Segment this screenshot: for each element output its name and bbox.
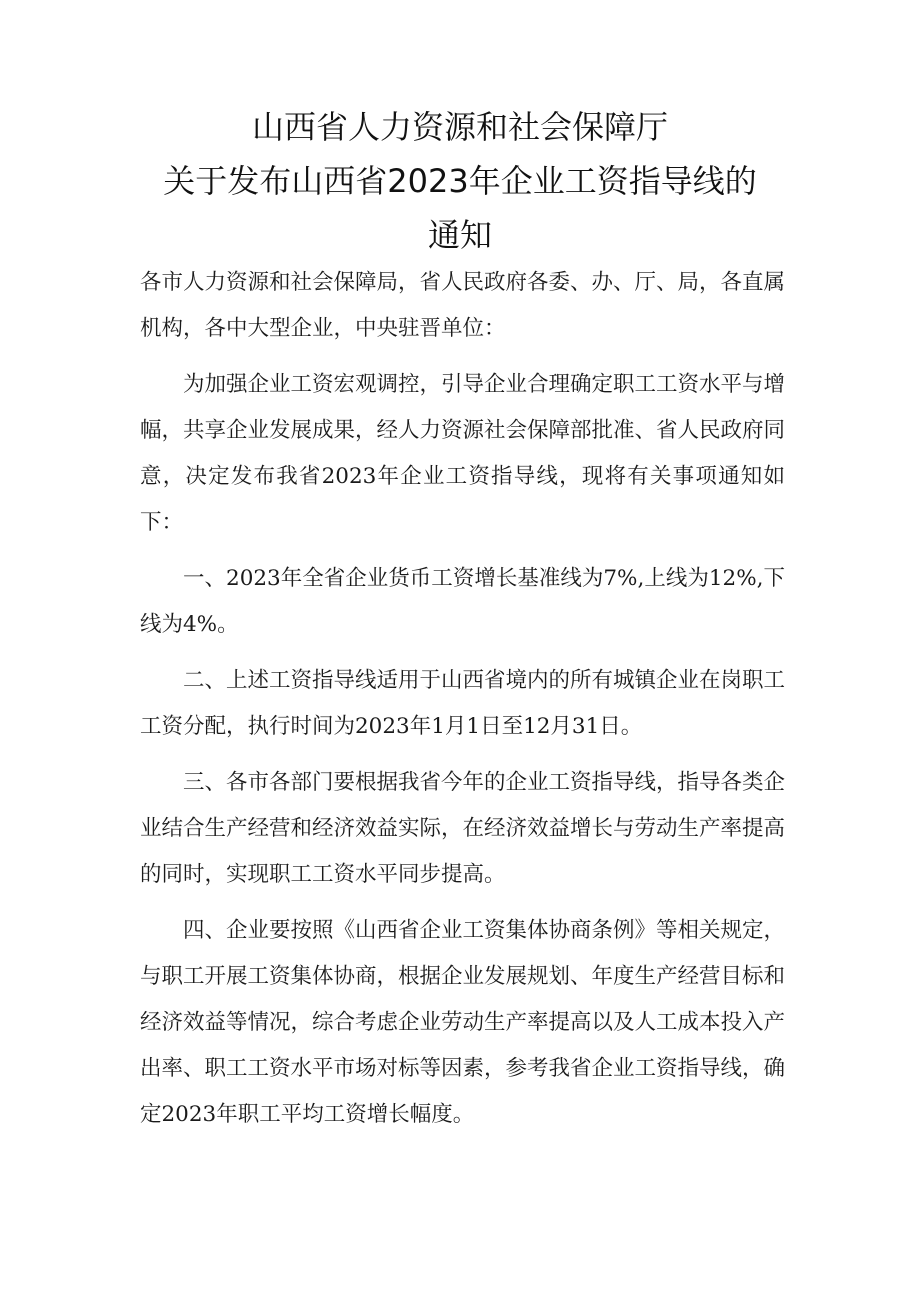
paragraph-item-3: 三、各市各部门要根据我省今年的企业工资指导线，指导各类企业结合生产经营和经济效益实际，在经济效益增长与劳动生产率提高的同时，实现职工工资水平同步提高。 [140,770,786,887]
salutation: 各市人力资源和社会保障局，省人民政府各委、办、厅、局，各直属机构，各中大型企业，中央驻晋单位： [140,270,786,341]
paragraph-item-1: 一、2023年全省企业货币工资增长基准线为7%,上线为12%,下线为4%。 [140,566,785,637]
title-line-2: 关于发布山西省2023年企业工资指导线的 [163,162,757,200]
paragraph-item-4: 四、企业要按照《山西省企业工资集体协商条例》等相关规定，与职工开展工资集体协商，根据企业发展规划、年度生产经营目标和经济效益等情况，综合考虑企业劳动生产率提高以及人工成本投入产出率、职工工资水平市场对标等因素，参考我省企业工资指导线，确定2023年职工平均工资增长幅度。 [140,918,786,1127]
paragraph-intro: 为加强企业工资宏观调控，引导企业合理确定职工工资水平与增幅，共享企业发展成果，经人力资源社会保障部批准、省人民政府同意，决定发布我省2023年企业工资指导线，现将有关事项通知如下： [140,372,786,535]
document-body [140,260,785,1148]
title-line-3: 通知 [427,216,492,254]
document-title [120,100,800,262]
title-line-1: 山西省人力资源和社会保障厅 [251,108,668,146]
paragraph-item-2: 二、上述工资指导线适用于山西省境内的所有城镇企业在岗职工工资分配，执行时间为2023年1月1日至12月31日。 [140,668,786,739]
